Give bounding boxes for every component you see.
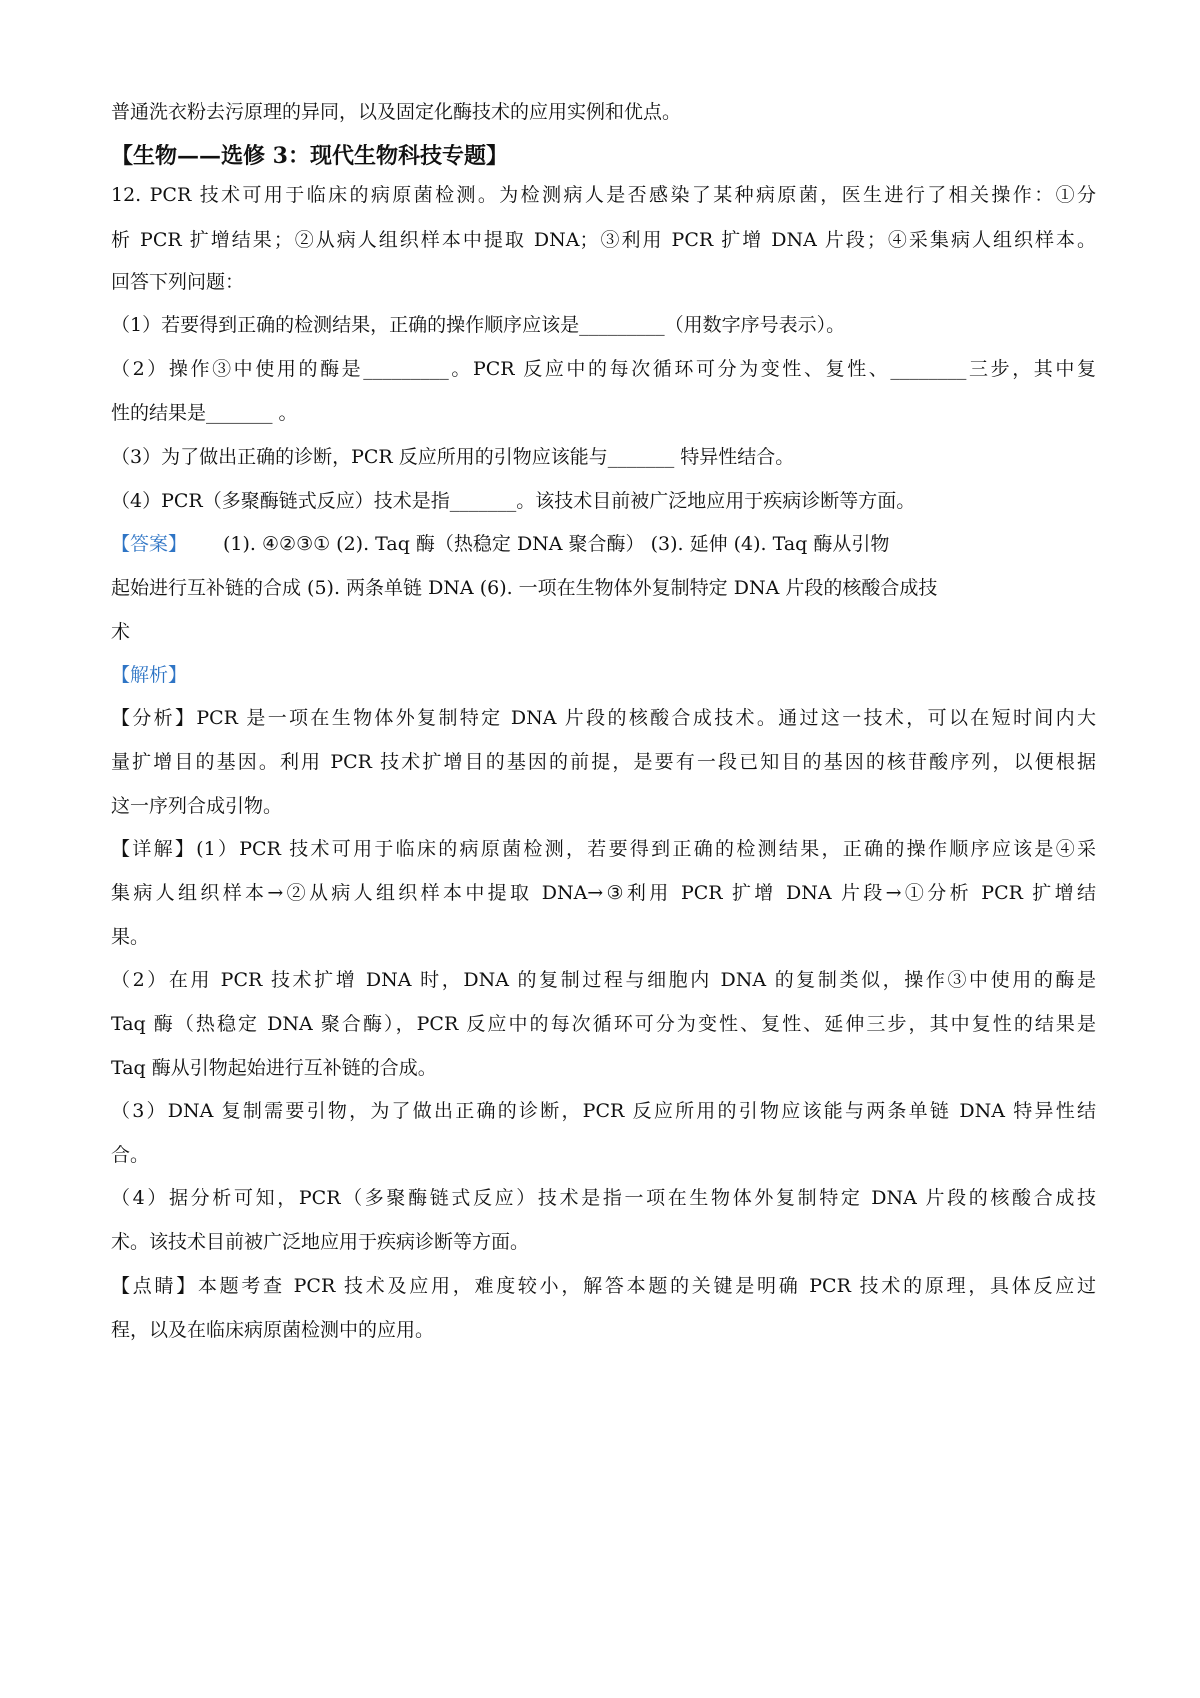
detail-line-4: （2）在用 PCR 技术扩增 DNA 时，DNA 的复制过程与细胞内 DNA 的复制类似，操作③中使用的酶是 xyxy=(111,969,1096,991)
detail-line-10: 术。该技术目前被广泛地应用于疾病诊断等方面。 xyxy=(111,1231,530,1253)
answer-label: 【答案】 xyxy=(111,533,188,555)
detail-line-8: 合。 xyxy=(111,1144,150,1166)
comment-line-1: 【点睛】本题考查 PCR 技术及应用，难度较小，解答本题的关键是明确 PCR 技术的原理，具体反应过 xyxy=(111,1275,1096,1297)
answer-line-2: 起始进行互补链的合成 (5). 两条单链 DNA (6). 一项在生物体外复制特定 DNA 片段的核酸合成技 xyxy=(111,577,938,599)
question-part-1: （1）若要得到正确的检测结果，正确的操作顺序应该是_________（用数字序号表示）。 xyxy=(111,314,846,336)
question-part-2-line-1: （2）操作③中使用的酶是_________。PCR 反应中的每次循环可分为变性、复性、________三步，其中复 xyxy=(111,358,1096,380)
question-part-4: （4）PCR（多聚酶链式反应）技术是指_______。该技术目前被广泛地应用于疾病诊断等方面。 xyxy=(111,490,916,512)
question-part-3: （3）为了做出正确的诊断，PCR 反应所用的引物应该能与_______ 特异性结合。 xyxy=(111,446,795,468)
comment-line-2: 程，以及在临床病原菌检测中的应用。 xyxy=(111,1319,435,1341)
detail-line-7: （3）DNA 复制需要引物，为了做出正确的诊断，PCR 反应所用的引物应该能与两条单链 DNA 特异性结 xyxy=(111,1100,1096,1122)
question-stem-line-1: 12. PCR 技术可用于临床的病原菌检测。为检测病人是否感染了某种病原菌，医生进行了相关操作：①分 xyxy=(111,184,1096,206)
analysis-label: 【解析】 xyxy=(111,664,188,686)
detail-line-9: （4）据分析可知，PCR（多聚酶链式反应）技术是指一项在生物体外复制特定 DNA 片段的核酸合成技 xyxy=(111,1187,1096,1209)
detail-line-2: 集病人组织样本→②从病人组织样本中提取 DNA→③利用 PCR 扩增 DNA 片段→①分析 PCR 扩增结 xyxy=(111,882,1096,904)
answer-line-3: 术 xyxy=(111,621,131,643)
question-stem-line-3: 回答下列问题： xyxy=(111,271,245,293)
question-stem-line-2: 析 PCR 扩增结果；②从病人组织样本中提取 DNA；③利用 PCR 扩增 DNA 片段；④采集病人组织样本。 xyxy=(111,229,1096,251)
analysis-line-1: 【分析】PCR 是一项在生物体外复制特定 DNA 片段的核酸合成技术。通过这一技术，可以在短时间内大 xyxy=(111,707,1096,729)
detail-line-6: Taq 酶从引物起始进行互补链的合成。 xyxy=(111,1057,437,1079)
section-heading: 【生物——选修 3：现代生物科技专题】 xyxy=(111,144,508,168)
answer-line-1 xyxy=(111,532,1096,556)
analysis-line-3: 这一序列合成引物。 xyxy=(111,795,283,817)
question-part-2-line-2: 性的结果是_______ 。 xyxy=(111,402,298,424)
analysis-line-2: 量扩增目的基因。利用 PCR 技术扩增目的基因的前提，是要有一段已知目的基因的核苷酸序列，以便根据 xyxy=(111,751,1096,773)
detail-line-5: Taq 酶（热稳定 DNA 聚合酶），PCR 反应中的每次循环可分为变性、复性、延伸三步，其中复性的结果是 xyxy=(111,1013,1096,1035)
answer-text-1: (1). ④②③① (2). Taq 酶（热稳定 DNA 聚合酶） (3). 延伸 (4). Taq 酶从引物 xyxy=(223,533,890,555)
intro-line: 普通洗衣粉去污原理的异同，以及固定化酶技术的应用实例和优点。 xyxy=(111,101,682,123)
detail-line-3: 果。 xyxy=(111,926,150,948)
detail-line-1: 【详解】(1）PCR 技术可用于临床的病原菌检测，若要得到正确的检测结果，正确的操作顺序应该是④采 xyxy=(111,838,1096,860)
